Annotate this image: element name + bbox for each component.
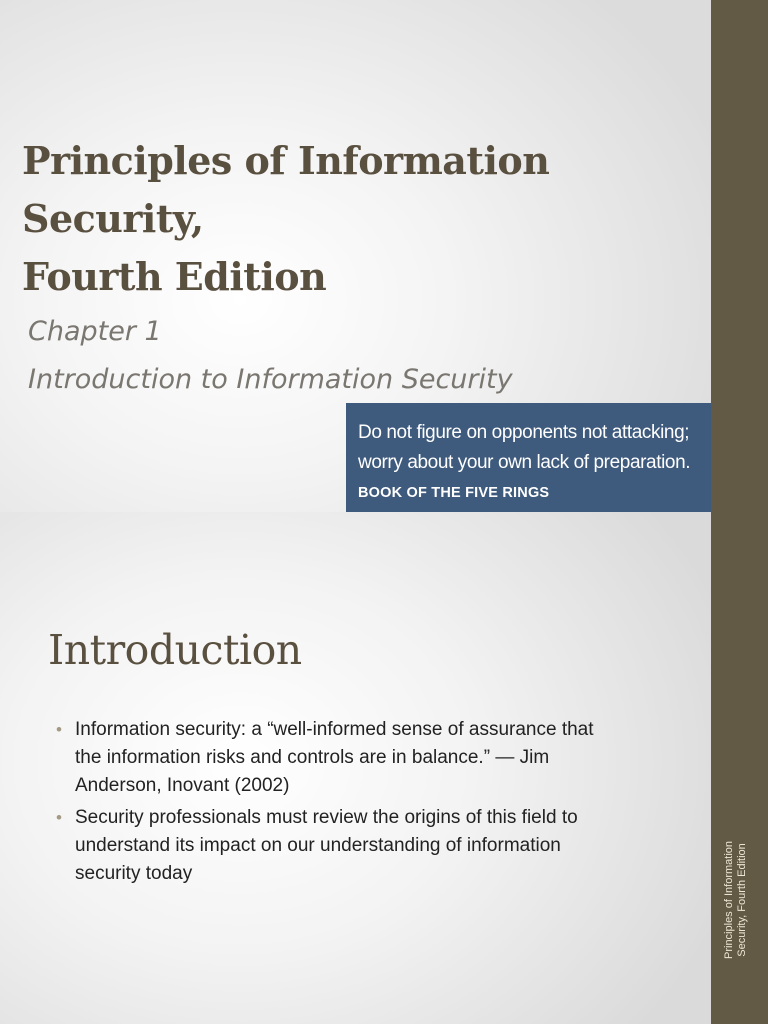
bullet-line: Security professionals must review the origins of this field to [75, 807, 578, 828]
bullet-line: the information risks and controls are in balance.” — Jim [75, 747, 550, 768]
title-line: Principles of Information [22, 138, 550, 183]
footer-line: Security, Fourth Edition [736, 843, 748, 957]
title-line: Security, [22, 196, 204, 241]
list-item [56, 804, 696, 888]
quote-source: BOOK OF THE FIVE RINGS [358, 485, 550, 501]
bullet-text [75, 804, 696, 888]
bullet-line: understand its impact on our understanding of information [75, 835, 561, 856]
bullet-dot-icon: • [56, 720, 62, 739]
section-heading: Introduction [48, 626, 302, 674]
slide-title [22, 132, 549, 306]
chapter-title: Introduction to Information Security [28, 364, 513, 395]
quote-text [358, 418, 711, 478]
quote-line: Do not figure on opponents not attacking; [358, 422, 690, 443]
bullet-line: Anderson, Inovant (2002) [75, 775, 290, 796]
list-item [56, 716, 696, 800]
title-line: Fourth Edition [22, 254, 327, 299]
slide-footer [723, 800, 749, 1000]
quote-box [346, 403, 711, 512]
bullet-text [75, 716, 696, 800]
bullet-line: security today [75, 863, 193, 884]
bullet-line: Information security: a “well-informed sense of assurance that [75, 719, 594, 740]
bullet-dot-icon: • [56, 808, 62, 827]
footer-line: Principles of Information [723, 841, 735, 959]
slide-subtitle [28, 308, 513, 404]
chapter-label: Chapter 1 [28, 316, 162, 347]
quote-line: worry about your own lack of preparation. [358, 452, 691, 473]
title-slide [0, 0, 711, 512]
bullet-list [56, 716, 696, 892]
